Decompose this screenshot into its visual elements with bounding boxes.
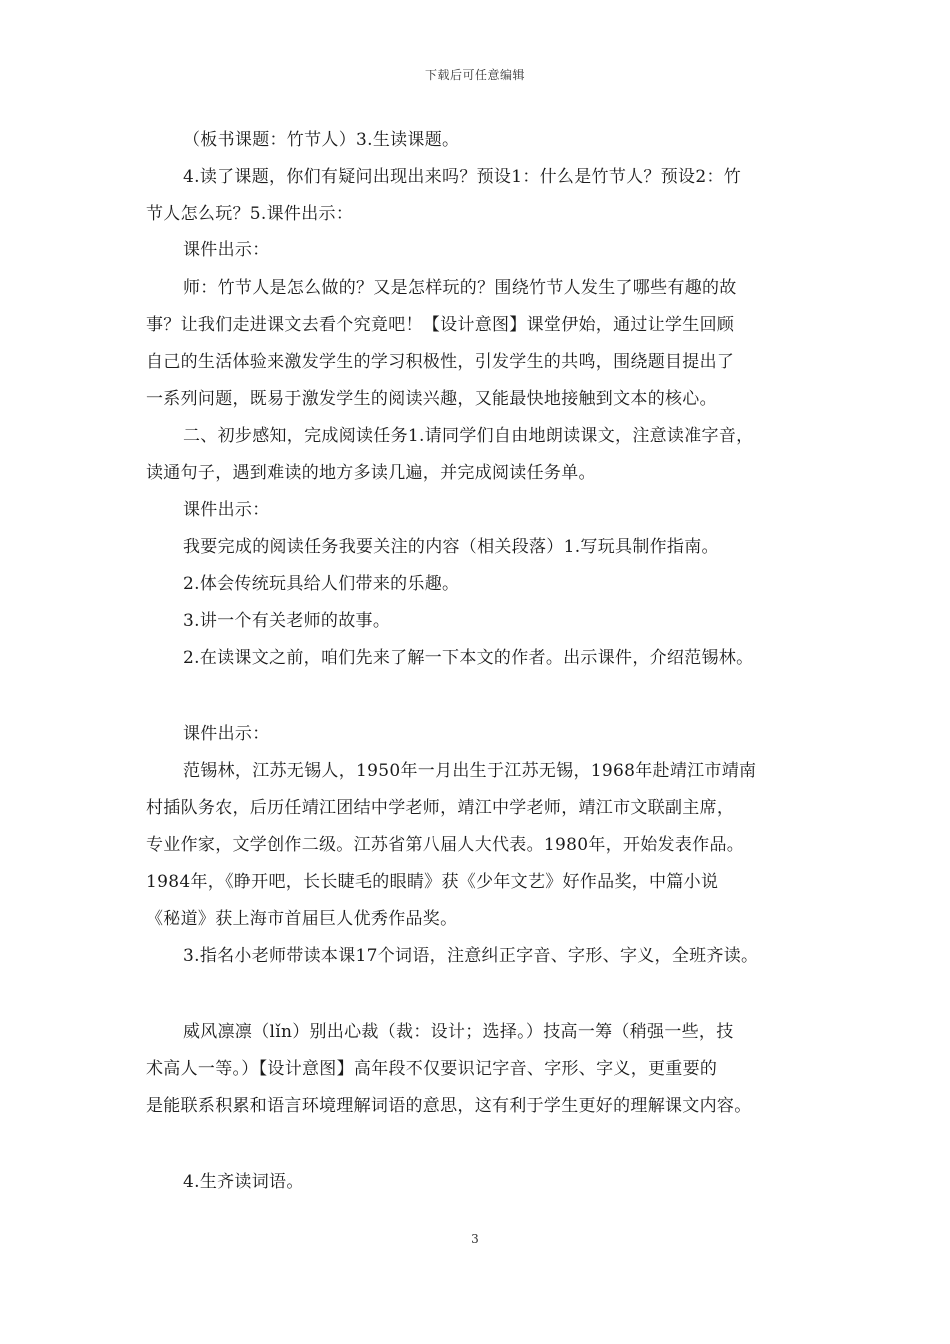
text-line: 2.在读课文之前，咱们先来了解一下本文的作者。出示课件，介绍范锡林。 xyxy=(183,648,754,668)
text-line: 术高人一等。）【设计意图】高年段不仅要识记字音、字形、字义，更重要的 xyxy=(146,1059,718,1079)
text-line: 4.生齐读词语。 xyxy=(183,1172,304,1192)
text-line: 范锡林，江苏无锡人，1950年一月出生于江苏无锡，1968年赴靖江市靖南 xyxy=(183,761,757,781)
text-line: 师：竹节人是怎么做的？又是怎样玩的？围绕竹节人发生了哪些有趣的故 xyxy=(183,278,737,298)
page-header: 下载后可任意编辑 xyxy=(424,68,525,82)
text-line: 2.体会传统玩具给人们带来的乐趣。 xyxy=(183,574,460,594)
text-line: 二、初步感知，完成阅读任务1.请同学们自由地朗读课文，注意读准字音， xyxy=(183,426,754,446)
text-line: 节人怎么玩？5.课件出示： xyxy=(146,204,354,224)
text-line: 读通句子，遇到难读的地方多读几遍，并完成阅读任务单。 xyxy=(146,463,596,483)
text-line: 威风凛凛（lǐn）别出心裁（裁：设计；选择。）技高一筹（稍强一些，技 xyxy=(183,1022,734,1042)
text-line: 事？让我们走进课文去看个究竟吧！【设计意图】课堂伊始，通过让学生回顾 xyxy=(146,315,735,335)
text-line: （板书课题：竹节人）3.生读课题。 xyxy=(183,130,460,150)
text-line: 3.讲一个有关老师的故事。 xyxy=(183,611,391,631)
text-line: 是能联系积累和语言环境理解词语的意思，这有利于学生更好的理解课文内容。 xyxy=(146,1096,752,1116)
text-line: 课件出示： xyxy=(183,724,270,744)
text-line: 村插队务农，后历任靖江团结中学老师，靖江中学老师，靖江市文联副主席， xyxy=(146,798,735,818)
text-line: 我要完成的阅读任务我要关注的内容（相关段落）1.写玩具制作指南。 xyxy=(183,537,719,557)
page-number: 3 xyxy=(471,1232,479,1246)
text-line: 1984年，《睁开吧，长长睫毛的眼睛》获《少年文艺》好作品奖，中篇小说 xyxy=(146,872,719,892)
text-line: 专业作家，文学创作二级。江苏省第八届人大代表。1980年，开始发表作品。 xyxy=(146,835,745,855)
text-line: 《秘道》获上海市首届巨人优秀作品奖。 xyxy=(146,909,458,929)
text-line: 一系列问题，既易于激发学生的阅读兴趣，又能最快地接触到文本的核心。 xyxy=(146,389,717,409)
text-line: 自己的生活体验来激发学生的学习积极性，引发学生的共鸣，围绕题目提出了 xyxy=(146,352,735,372)
text-line: 4.读了课题，你们有疑问出现出来吗？预设1：什么是竹节人？预设2：竹 xyxy=(183,167,742,187)
text-line: 课件出示： xyxy=(183,500,270,520)
text-line: 3.指名小老师带读本课17个词语，注意纠正字音、字形、字义，全班齐读。 xyxy=(183,946,759,966)
text-line: 课件出示： xyxy=(183,240,270,260)
